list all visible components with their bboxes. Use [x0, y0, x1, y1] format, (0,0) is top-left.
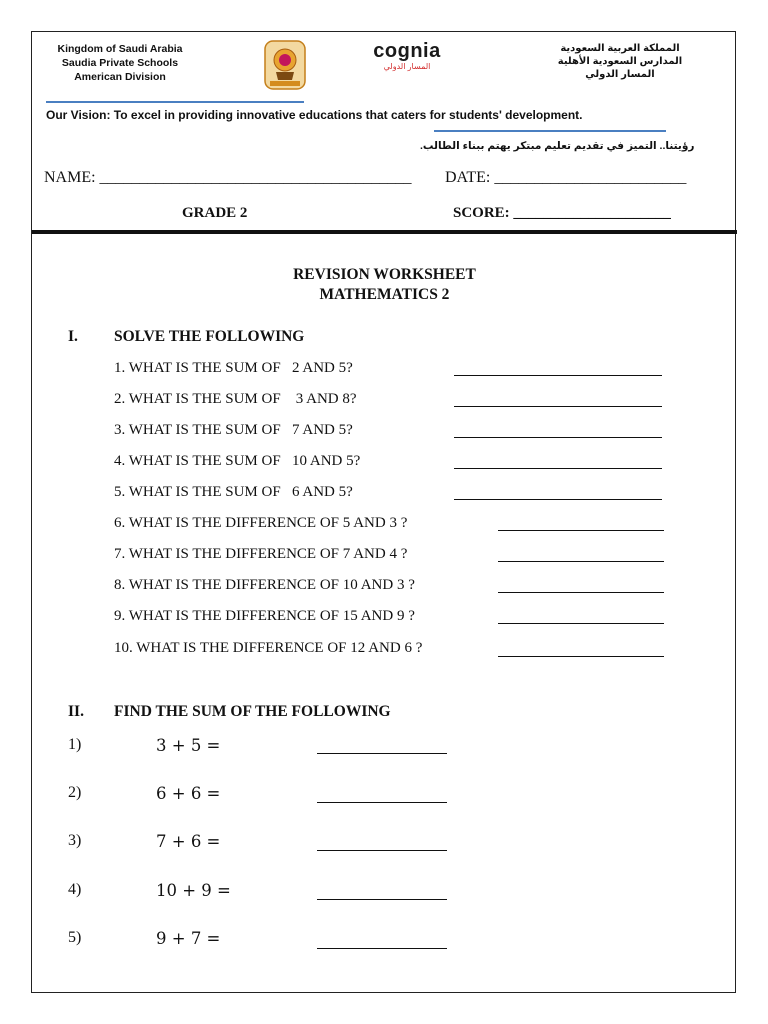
sum-item-number: 3): [68, 832, 82, 849]
answer-blank-4[interactable]: [454, 468, 662, 469]
section-1-title: SOLVE THE FOLLOWING: [114, 328, 305, 345]
answer-blank-6[interactable]: [498, 530, 664, 531]
score-field[interactable]: SCORE: _____________________: [453, 205, 671, 221]
question-1: 1. WHAT IS THE SUM OF 2 AND 5?: [114, 360, 353, 376]
sum-answer-blank[interactable]: [317, 899, 447, 900]
answer-blank-7[interactable]: [498, 561, 664, 562]
vision-statement-english: Our Vision: To excel in providing innovative educations that caters for students' development.: [46, 108, 583, 122]
name-field[interactable]: NAME: _______________________________________: [44, 169, 412, 186]
sum-expression: 3 + 5 =: [156, 736, 221, 755]
question-9: 9. WHAT IS THE DIFFERENCE OF 15 AND 9 ?: [114, 608, 415, 624]
sum-expression: 6 + 6 =: [156, 784, 221, 803]
answer-blank-2[interactable]: [454, 406, 662, 407]
answer-blank-10[interactable]: [498, 656, 664, 657]
vision-statement-arabic: رؤيتنا.. التميز في تقديم تعليم مبتكر يهتم ببناء الطالب.: [420, 140, 695, 152]
sum-item-number: 1): [68, 736, 82, 753]
cognia-logo: [362, 40, 452, 72]
header-divider-right: [434, 130, 666, 132]
question-3: 3. WHAT IS THE SUM OF 7 AND 5?: [114, 422, 353, 438]
sum-item-number: 5): [68, 929, 82, 946]
answer-blank-5[interactable]: [454, 499, 662, 500]
sum-answer-blank[interactable]: [317, 802, 447, 803]
header-right-line: المدارس السعودية الأهلية: [557, 56, 683, 67]
answer-blank-8[interactable]: [498, 592, 664, 593]
header-divider-left: [46, 101, 304, 103]
section-1-number: I.: [68, 328, 78, 345]
worksheet-page: [31, 31, 736, 993]
worksheet-title: REVISION WORKSHEET: [293, 266, 476, 283]
date-field[interactable]: DATE: ________________________: [445, 169, 687, 186]
section-2-number: II.: [68, 703, 84, 720]
question-6: 6. WHAT IS THE DIFFERENCE OF 5 AND 3 ?: [114, 515, 408, 531]
school-name-english: [50, 42, 190, 84]
answer-blank-3[interactable]: [454, 437, 662, 438]
header-left-line: Saudia Private Schools: [61, 57, 179, 69]
question-4: 4. WHAT IS THE SUM OF 10 AND 5?: [114, 453, 361, 469]
school-name-arabic: [545, 42, 695, 81]
section-2-title: FIND THE SUM OF THE FOLLOWING: [114, 703, 391, 720]
sum-answer-blank[interactable]: [317, 753, 447, 754]
sum-item-number: 2): [68, 784, 82, 801]
header-right-line: المملكة العربية السعودية: [560, 43, 680, 54]
subject-title: MATHEMATICS 2: [319, 286, 450, 303]
header-left-line: American Division: [74, 71, 166, 83]
header-left-line: Kingdom of Saudi Arabia: [57, 43, 183, 55]
sum-expression: 7 + 6 =: [156, 832, 221, 851]
sum-item-number: 4): [68, 881, 82, 898]
cognia-arabic-subtitle: المسار الدولي: [383, 62, 431, 71]
answer-blank-9[interactable]: [498, 623, 664, 624]
question-7: 7. WHAT IS THE DIFFERENCE OF 7 AND 4 ?: [114, 546, 408, 562]
question-2: 2. WHAT IS THE SUM OF 3 AND 8?: [114, 391, 357, 407]
grade-label: GRADE 2: [182, 205, 248, 221]
question-10: 10. WHAT IS THE DIFFERENCE OF 12 AND 6 ?: [114, 640, 423, 656]
header-right-line: المسار الدولي: [585, 69, 655, 80]
sum-answer-blank[interactable]: [317, 850, 447, 851]
question-5: 5. WHAT IS THE SUM OF 6 AND 5?: [114, 484, 353, 500]
sum-answer-blank[interactable]: [317, 948, 447, 949]
sum-expression: 9 + 7 =: [156, 929, 221, 948]
cognia-wordmark: cognia: [373, 40, 441, 62]
school-crest-logo: [264, 40, 306, 90]
answer-blank-1[interactable]: [454, 375, 662, 376]
sum-expression: 10 + 9 =: [156, 881, 231, 900]
header-thick-divider: [32, 230, 737, 234]
question-8: 8. WHAT IS THE DIFFERENCE OF 10 AND 3 ?: [114, 577, 415, 593]
